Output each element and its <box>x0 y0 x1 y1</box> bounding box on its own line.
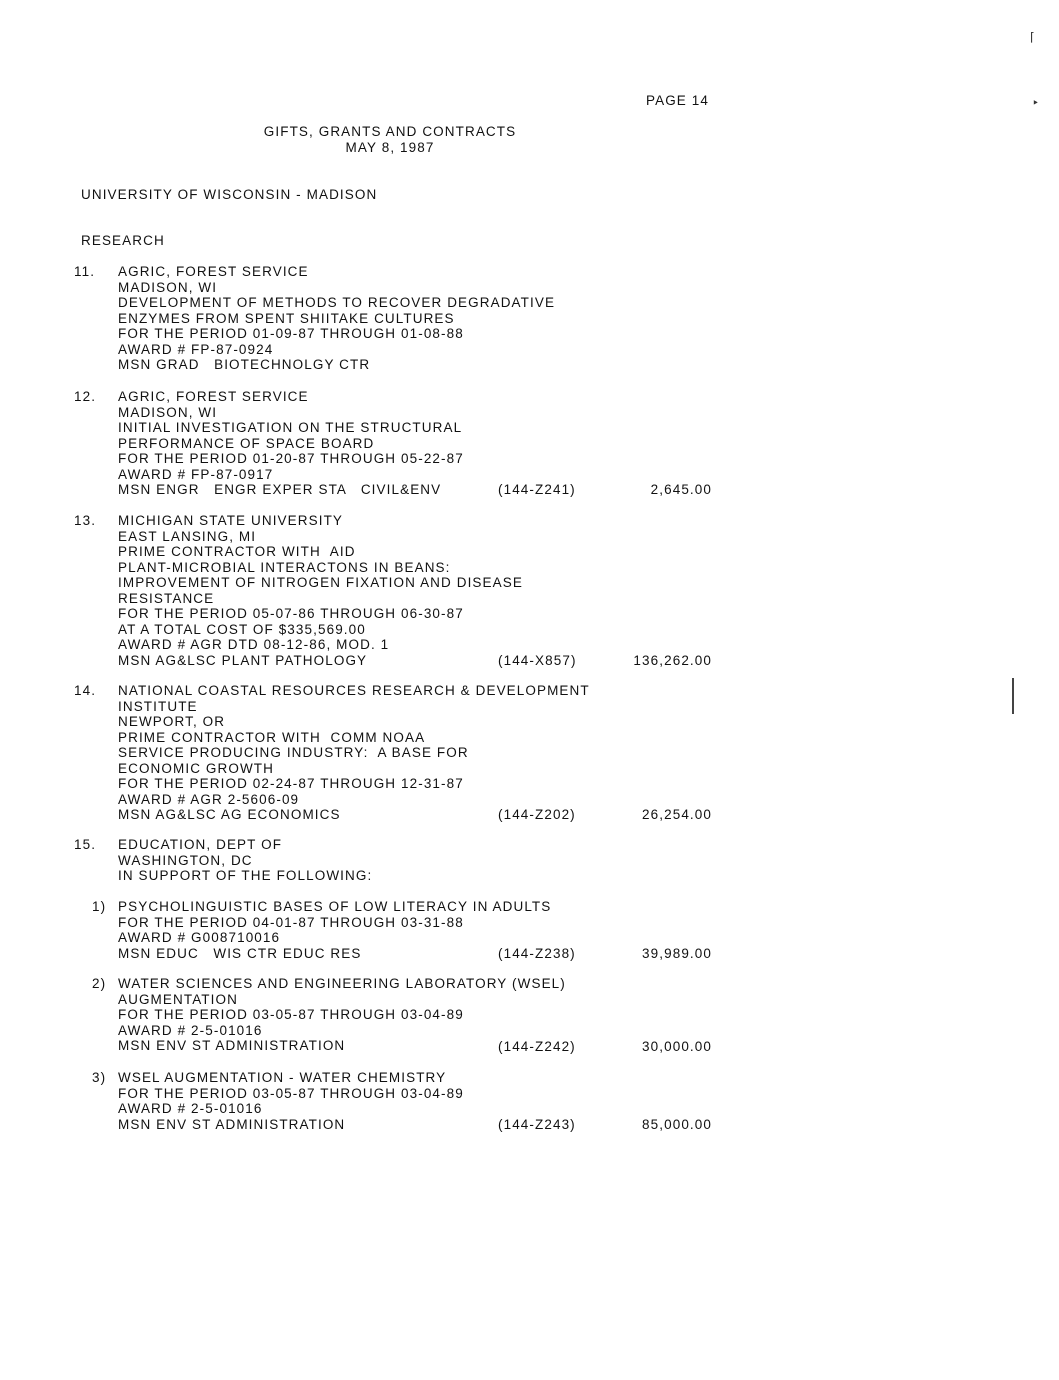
page-number: PAGE 14 <box>646 93 709 108</box>
entry-body <box>118 837 372 884</box>
entry-line: PRIME CONTRACTOR WITH COMM NOAA <box>118 729 426 745</box>
entry-line: FOR THE PERIOD 03-05-87 THROUGH 03-04-89 <box>118 1007 464 1022</box>
award-amount: 136,262.00 <box>633 653 712 668</box>
account-code: (144-Z238) <box>498 946 576 961</box>
entry-line: IN SUPPORT OF THE FOLLOWING: <box>118 868 373 883</box>
award-amount: 85,000.00 <box>642 1117 712 1132</box>
entry-line: MICHIGAN STATE UNIVERSITY <box>118 513 344 528</box>
entry-line: WASHINGTON, DC <box>118 852 253 868</box>
entry-line: FOR THE PERIOD 05-07-86 THROUGH 06-30-87 <box>118 606 464 621</box>
entry-body <box>118 513 523 668</box>
entry-line: AWARD # AGR 2-5606-09 <box>118 791 300 807</box>
account-code: (144-X857) <box>498 653 577 668</box>
entry-line: ECONOMIC GROWTH <box>118 760 274 776</box>
award-amount: 39,989.00 <box>642 946 712 961</box>
account-code: (144-Z242) <box>498 1039 576 1054</box>
entry-line: MADISON, WI <box>118 279 218 295</box>
entry-body <box>118 899 551 961</box>
section-heading: RESEARCH <box>81 233 165 248</box>
entry-line: MADISON, WI <box>118 404 218 420</box>
entry-line: FOR THE PERIOD 04-01-87 THROUGH 03-31-88 <box>118 914 464 930</box>
entry-line: ENZYMES FROM SPENT SHIITAKE CULTURES <box>118 310 455 326</box>
entry-line: PERFORMANCE OF SPACE BOARD <box>118 435 375 451</box>
binding-mark-icon <box>1012 678 1018 714</box>
entry-line: INITIAL INVESTIGATION ON THE STRUCTURAL <box>118 420 463 435</box>
entry-line: FOR THE PERIOD 01-09-87 THROUGH 01-08-88 <box>118 326 464 341</box>
entry-line: FOR THE PERIOD 03-05-87 THROUGH 03-04-89 <box>118 1085 464 1101</box>
award-amount: 30,000.00 <box>642 1039 712 1054</box>
entry-line: RESISTANCE <box>118 590 215 606</box>
entry-line: MSN AG&LSC PLANT PATHOLOGY <box>118 652 368 668</box>
entry-line: PRIME CONTRACTOR WITH AID <box>118 544 356 559</box>
entry-body <box>118 1070 464 1132</box>
entry-line: IMPROVEMENT OF NITROGEN FIXATION AND DISEASE <box>118 575 523 590</box>
entry-line: AT A TOTAL COST OF $335,569.00 <box>118 621 366 637</box>
entry-line: WATER SCIENCES AND ENGINEERING LABORATORY (WSEL) <box>118 976 566 991</box>
scan-mark-icon: ‣ <box>1032 96 1041 110</box>
entry-line: AWARD # G008710016 <box>118 930 281 945</box>
account-code: (144-Z202) <box>498 807 576 822</box>
entry-line: NATIONAL COASTAL RESOURCES RESEARCH & DEVELOPMENT <box>118 683 590 698</box>
entry-body <box>118 264 555 373</box>
entry-line: FOR THE PERIOD 02-24-87 THROUGH 12-31-87 <box>118 776 464 791</box>
entry-line: MSN AG&LSC AG ECONOMICS <box>118 807 341 822</box>
entry-line: AUGMENTATION <box>118 991 238 1007</box>
entry-body <box>118 683 590 823</box>
sub-entry-number: 3) <box>92 1070 107 1085</box>
entry-number: 15. <box>74 837 97 852</box>
entry-line: AWARD # FP-87-0917 <box>118 466 274 482</box>
award-amount: 2,645.00 <box>650 482 712 497</box>
entry-line: EDUCATION, DEPT OF <box>118 837 283 852</box>
entry-line: FOR THE PERIOD 01-20-87 THROUGH 05-22-87 <box>118 451 464 466</box>
sub-entry-number: 2) <box>92 976 107 991</box>
entry-number: 12. <box>74 389 97 404</box>
account-code: (144-Z243) <box>498 1117 576 1132</box>
entry-line: MSN EDUC WIS CTR EDUC RES <box>118 945 362 961</box>
entry-number: 14. <box>74 683 97 698</box>
entry-line: AWARD # 2-5-01016 <box>118 1022 263 1038</box>
entry-line: SERVICE PRODUCING INDUSTRY: A BASE FOR <box>118 745 469 760</box>
entry-line: NEWPORT, OR <box>118 714 226 729</box>
entry-body <box>118 389 464 498</box>
entry-line: AWARD # AGR DTD 08-12-86, MOD. 1 <box>118 637 390 652</box>
entry-line: AWARD # 2-5-01016 <box>118 1101 263 1116</box>
document-title: GIFTS, GRANTS AND CONTRACTS <box>263 124 517 139</box>
entry-line: INSTITUTE <box>118 698 198 714</box>
scan-mark-icon: ⌈ <box>1030 30 1036 44</box>
entry-line: PSYCHOLINGUISTIC BASES OF LOW LITERACY IN ADULTS <box>118 899 552 914</box>
entry-line: MSN ENGR ENGR EXPER STA CIVIL&ENV <box>118 482 442 497</box>
award-amount: 26,254.00 <box>642 807 712 822</box>
entry-line: MSN GRAD BIOTECHNOLGY CTR <box>118 357 371 372</box>
entry-line: DEVELOPMENT OF METHODS TO RECOVER DEGRADATIVE <box>118 295 556 310</box>
institution-name: UNIVERSITY OF WISCONSIN - MADISON <box>81 187 378 202</box>
entry-line: MSN ENV ST ADMINISTRATION <box>118 1116 346 1132</box>
entry-line: PLANT-MICROBIAL INTERACTONS IN BEANS: <box>118 559 451 575</box>
entry-line: AGRIC, FOREST SERVICE <box>118 389 309 404</box>
entry-line: EAST LANSING, MI <box>118 528 257 544</box>
entry-line: AGRIC, FOREST SERVICE <box>118 264 309 279</box>
entry-number: 13. <box>74 513 97 528</box>
sub-entry-number: 1) <box>92 899 107 914</box>
entry-number: 11. <box>74 264 96 279</box>
entry-line: AWARD # FP-87-0924 <box>118 341 274 357</box>
entry-line: WSEL AUGMENTATION - WATER CHEMISTRY <box>118 1070 447 1085</box>
account-code: (144-Z241) <box>498 482 576 497</box>
document-date: MAY 8, 1987 <box>345 140 435 155</box>
entry-line: MSN ENV ST ADMINISTRATION <box>118 1038 346 1053</box>
